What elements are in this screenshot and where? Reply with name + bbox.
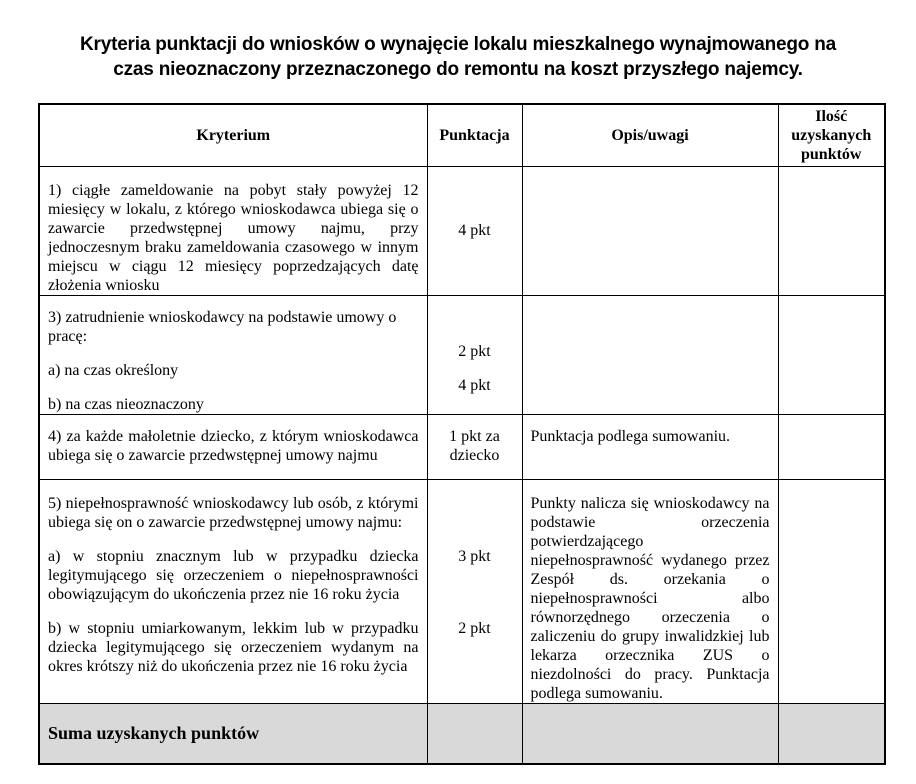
registration-points-cell: 4 pkt [427,166,522,295]
employment-score-cell [778,295,885,414]
row-employment [39,295,885,414]
registration-notes-cell [522,166,778,295]
employment-points-a: 2 pkt [458,342,491,360]
disability-notes-cell: Punkty nalicza się wnioskodawcy na podstawie orzeczenia potwierdzającego niepełnosprawność wydanego przez Zespół ds. orzekania o niepełnosprawności albo równorzędnego orzeczenia o zaliczeniu do grupy inwalidzkiej lub lekarza orzecznika ZUS o niezdolności do pracy. Punktacja podlega sumowaniu. [522,479,778,703]
header-cell-opis: Opis/uwagi [522,104,778,166]
disability-points-b: 2 pkt [458,619,491,637]
row-disability [39,479,885,703]
sum-points-cell [427,703,522,764]
employment-item-a: a) na czas określony [48,361,179,379]
title-line-2: czas nieoznaczony przeznaczonego do remontu na koszt przyszłego najemcy. [113,59,803,80]
header-row [39,104,885,166]
employment-notes-cell [522,295,778,414]
disability-intro: 5) niepełnosprawność wnioskodawcy lub osób, z którymi ubiega się on o zawarcie przedwstępnej umowy najmu: [48,494,419,531]
employment-points-cell [427,295,522,414]
title-line-1: Kryteria punktacji do wniosków o wynajęcie lokalu mieszkalnego wynajmowanego na [79,34,837,55]
row-sum [39,703,885,764]
disability-points-cell [427,479,522,703]
disability-score-cell [778,479,885,703]
row-children [39,414,885,479]
registration-score-cell [778,166,885,295]
employment-item-b: b) na czas nieoznaczony [48,395,204,413]
employment-criterion-cell [39,295,427,414]
document-title [0,32,916,82]
sum-score-cell [778,703,885,764]
children-notes-cell: Punktacja podlega sumowaniu. [522,414,778,479]
disability-item-b: b) w stopniu umiarkowanym, lekkim lub w przypadku dziecka legitymującego się orzeczeniem wydanym na okres krótszy niż do ukończenia przez nie 16 roku życia [48,619,419,675]
header-cell-punktacja: Punktacja [427,104,522,166]
disability-points-a: 3 pkt [458,547,491,565]
sum-label-cell: Suma uzyskanych punktów [39,703,427,764]
disability-item-a: a) w stopniu znacznym lub w przypadku dziecka legitymującego się orzeczeniem o niepełnosprawności obowiązującym do ukończenia przez nie 16 roku życia [48,547,419,603]
header-cell-kryterium: Kryterium [39,104,427,166]
children-score-cell [778,414,885,479]
criteria-table [38,103,886,765]
employment-points-b: 4 pkt [458,376,491,394]
registration-criterion-cell: 1) ciągłe zameldowanie na pobyt stały powyżej 12 miesięcy w lokalu, z którego wnioskodawca ubiega się o zawarcie przedwstępnej umowy najmu, przy jednoczesnym braku zameldowania czasowego w innym miejscu w ciągu 12 miesięcy poprzedzających datę złożenia wniosku [39,166,427,295]
sum-notes-cell [522,703,778,764]
children-points-cell: 1 pkt za dziecko [427,414,522,479]
employment-intro: 3) zatrudnienie wnioskodawcy na podstawie umowy o pracę: [48,308,397,345]
row-registration [39,166,885,295]
disability-criterion-cell [39,479,427,703]
header-cell-ilosc: Ilość uzyskanych punktów [778,104,885,166]
children-criterion-cell: 4) za każde małoletnie dziecko, z którym wnioskodawca ubiega się o zawarcie przedwstępnej umowy najmu [39,414,427,479]
